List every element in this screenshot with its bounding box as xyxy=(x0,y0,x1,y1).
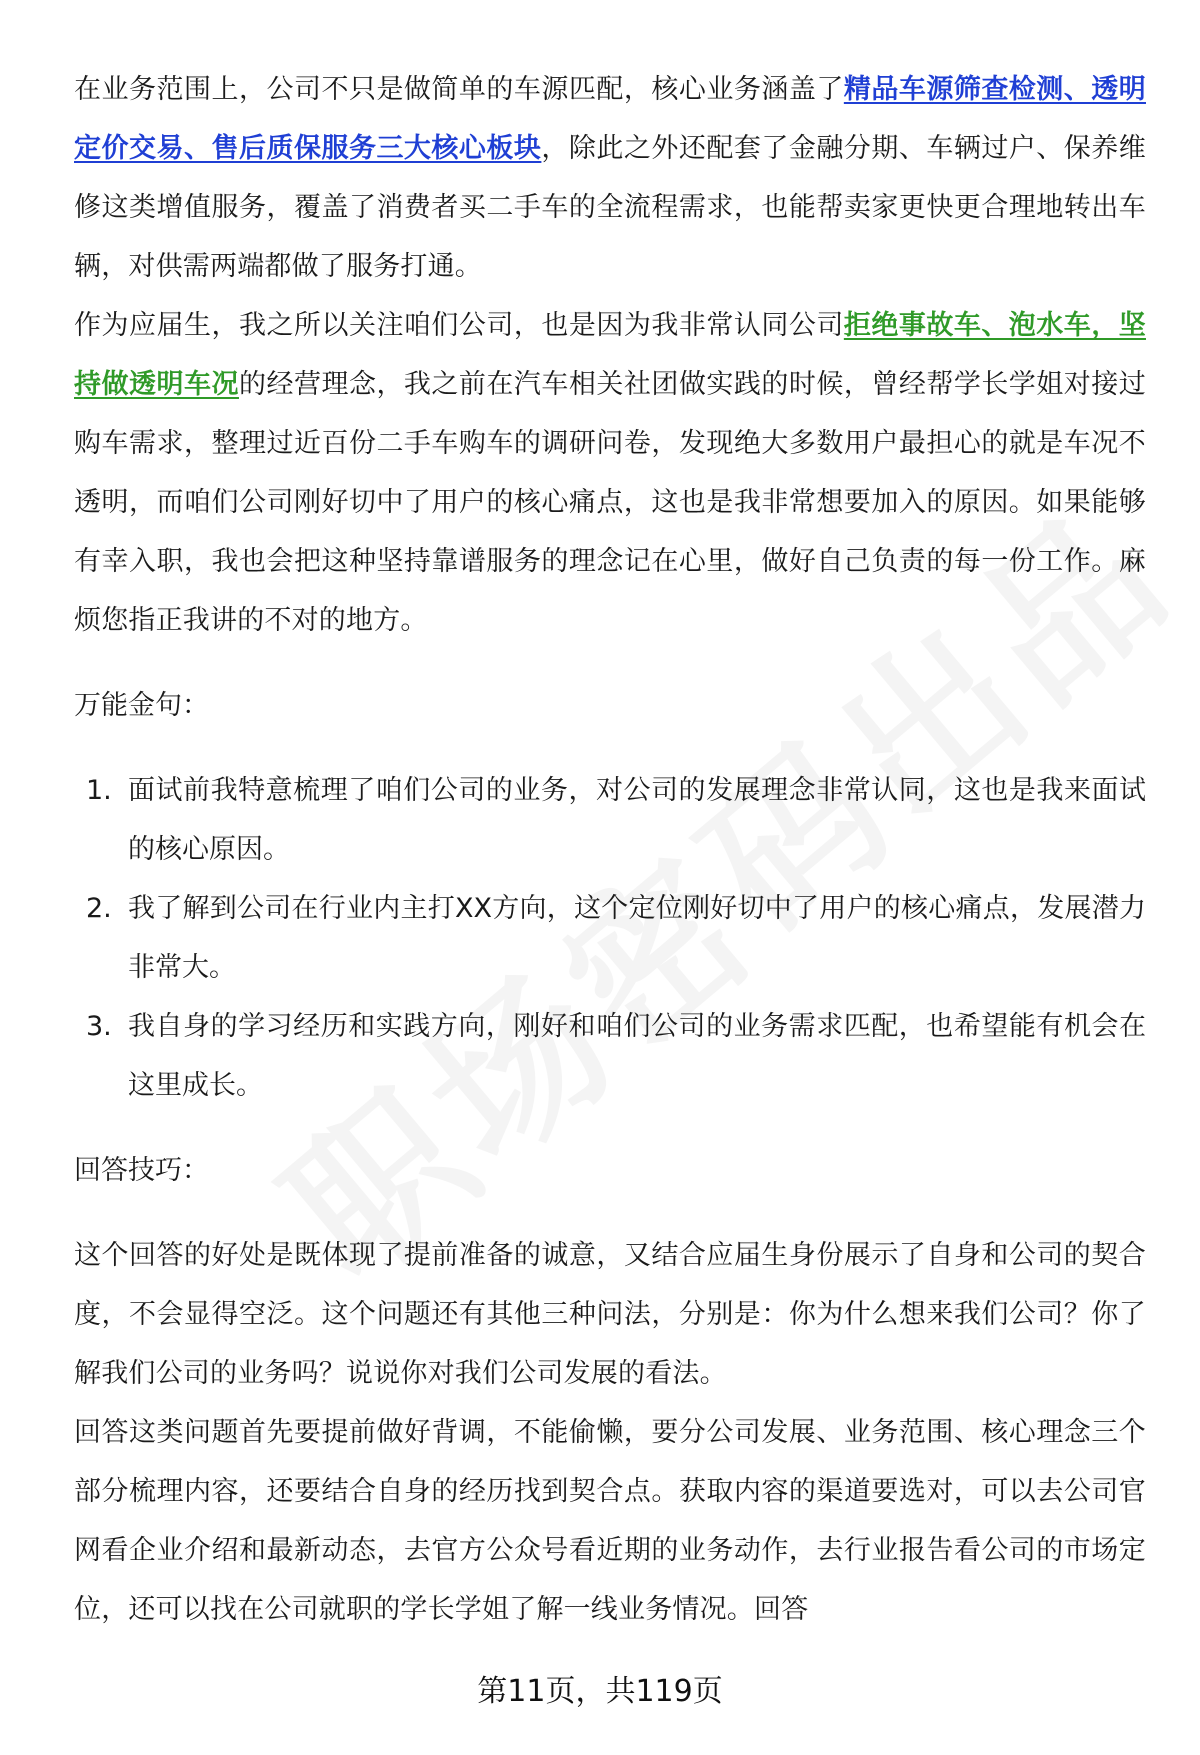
document-page xyxy=(74,60,1146,1639)
paragraph-tips-1: 这个回答的好处是既体现了提前准备的诚意，又结合应届生身份展示了自身和公司的契合度，不会显得空泛。这个问题还有其他三种问法，分别是：你为什么想来我们公司？你了解我们公司的业务吗？说说你对我们公司发展的看法。 xyxy=(74,1240,1146,1389)
paragraph-text: 的经营理念，我之前在汽车相关社团做实践的时候，曾经帮学长学姐对接过购车需求，整理过近百份二手车购车的调研问卷，发现绝大多数用户最担心的就是车况不透明，而咱们公司刚好切中了用户的核心痛点，这也是我非常想要加入的原因。如果能够有幸入职，我也会把这种坚持靠谱服务的理念记在心里，做好自己负责的每一份工作。麻烦您指正我讲的不对的地方。 xyxy=(74,369,1146,636)
list-item-text: 我了解到公司在行业内主打XX方向，这个定位刚好切中了用户的核心痛点，发展潜力非常大。 xyxy=(128,893,1146,983)
highlight-core-business: 精品车源筛查检测、透明定价交易、售后质保服务三大核心板块 xyxy=(74,74,1146,164)
list-item xyxy=(74,879,1146,997)
list-item-number: 3. xyxy=(86,1011,112,1042)
list-item xyxy=(74,997,1146,1115)
highlight-business-philosophy: 拒绝事故车、泡水车，坚持做透明车况 xyxy=(74,310,1146,400)
heading-answer-tips: 回答技巧： xyxy=(74,1155,209,1186)
paragraph-motivation xyxy=(74,296,1146,650)
list-item-number: 1. xyxy=(86,775,112,806)
list-item-text: 面试前我特意梳理了咱们公司的业务，对公司的发展理念非常认同，这也是我来面试的核心原因。 xyxy=(128,775,1146,865)
paragraph-text: 在业务范围上，公司不只是做简单的车源匹配，核心业务涵盖了 xyxy=(74,74,844,105)
page-number: 第11页，共119页 xyxy=(477,1674,723,1709)
heading-golden-sentences: 万能金句： xyxy=(74,690,209,721)
list-item-number: 2. xyxy=(86,893,112,924)
paragraph-business-scope xyxy=(74,60,1146,296)
list-item-text: 我自身的学习经历和实践方向，刚好和咱们公司的业务需求匹配，也希望能有机会在这里成长。 xyxy=(128,1011,1146,1101)
paragraph-text: 作为应届生，我之所以关注咱们公司，也是因为我非常认同公司 xyxy=(74,310,844,341)
paragraph-tips-2: 回答这类问题首先要提前做好背调，不能偷懒，要分公司发展、业务范围、核心理念三个部分梳理内容，还要结合自身的经历找到契合点。获取内容的渠道要选对，可以去公司官网看企业介绍和最新动态，去官方公众号看近期的业务动作，去行业报告看公司的市场定位，还可以找在公司就职的学长学姐了解一线业务情况。回答 xyxy=(74,1417,1146,1625)
golden-sentence-list xyxy=(74,761,1146,1115)
paragraph-text: ，除此之外还配套了金融分期、车辆过户、保养维修这类增值服务，覆盖了消费者买二手车的全流程需求，也能帮卖家更快更合理地转出车辆，对供需两端都做了服务打通。 xyxy=(74,133,1146,282)
list-item xyxy=(74,761,1146,879)
